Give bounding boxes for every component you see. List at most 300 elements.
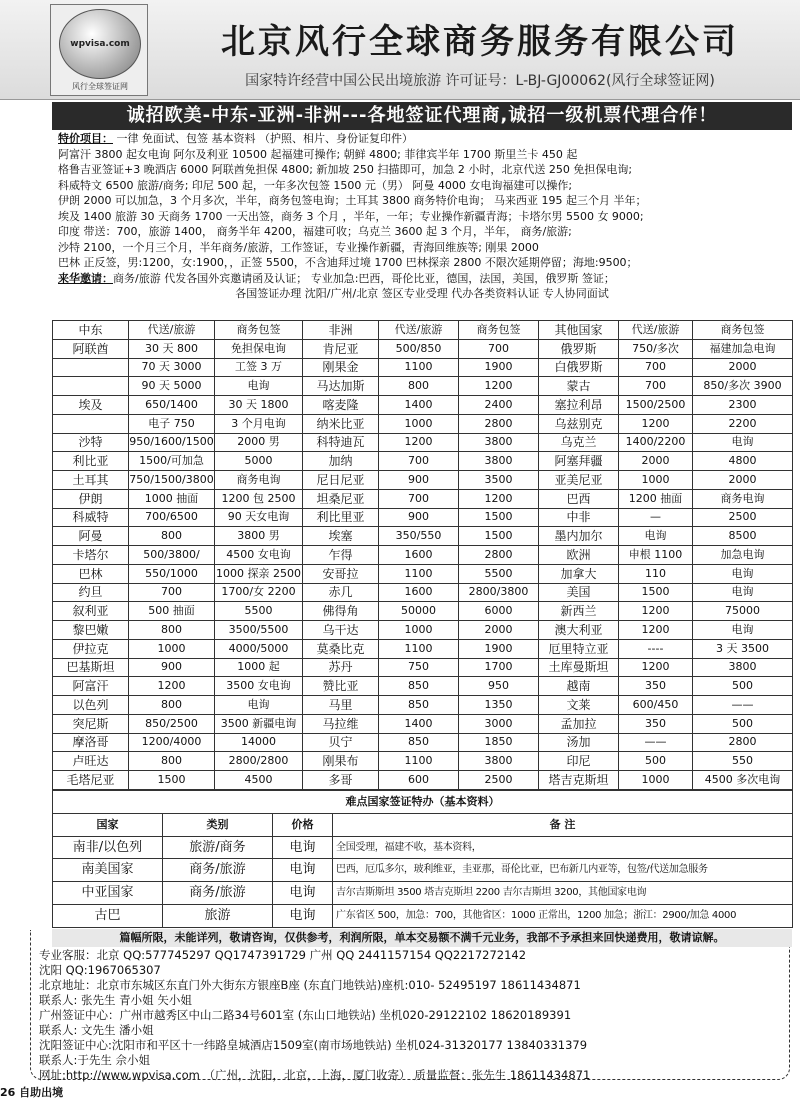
rate-row bbox=[53, 696, 793, 715]
rate-cell: 2400 bbox=[459, 396, 539, 415]
rate-cell: 4800 bbox=[693, 452, 793, 471]
rate-cell: 30 天 1800 bbox=[215, 396, 303, 415]
rate-cell: 1100 bbox=[379, 752, 459, 771]
rate-cell: 350/550 bbox=[379, 527, 459, 546]
rate-cell: 肯尼亚 bbox=[303, 339, 379, 358]
difficult-row bbox=[53, 836, 793, 859]
rate-cell: 800 bbox=[129, 621, 215, 640]
offer-line: 印度 带送：700，旅游 1400， 商务半年 4200，福建可收；乌克兰 3600 起 3 个月，半年， 商务/旅游; bbox=[58, 225, 572, 238]
invite-line bbox=[58, 271, 786, 287]
contact-box bbox=[30, 930, 790, 1080]
rate-cell: 叙利亚 bbox=[53, 602, 129, 621]
invite-text: 商务/旅游 代发各国外宾邀请函及认证； 专业加急:巴西，哥伦比亚，德国，法国，美国，俄罗斯 签证； bbox=[113, 271, 615, 285]
rate-cell: 埃塞 bbox=[303, 527, 379, 546]
contact-line: 沈阳签证中心:沈阳市和平区十一纬路皇城酒店1509室(南市场地铁站) 坐机024-31320177 13840331379 bbox=[39, 1038, 588, 1052]
rate-cell: 1200 抽面 bbox=[619, 489, 693, 508]
rate-cell: 3800 男 bbox=[215, 527, 303, 546]
rate-cell: 700/6500 bbox=[129, 508, 215, 527]
rate-row bbox=[53, 339, 793, 358]
rate-cell: 巴基斯坦 bbox=[53, 658, 129, 677]
rate-cell: 3800 bbox=[459, 752, 539, 771]
rate-cell: 1000 bbox=[619, 771, 693, 790]
rate-cell: 550/1000 bbox=[129, 564, 215, 583]
rate-cell: 电询 bbox=[693, 583, 793, 602]
rate-row bbox=[53, 358, 793, 377]
rate-cell: 850/多次 3900 bbox=[693, 377, 793, 396]
rate-cell: 1500 bbox=[459, 527, 539, 546]
rate-cell: 650/1400 bbox=[129, 396, 215, 415]
difficult-cell: 电询 bbox=[273, 836, 333, 859]
rate-cell: 汤加 bbox=[539, 733, 619, 752]
difficult-cell: 电询 bbox=[273, 859, 333, 882]
rate-cell: 电询 bbox=[693, 564, 793, 583]
rate-cell: 墨内加尔 bbox=[539, 527, 619, 546]
rate-cell: 5000 bbox=[215, 452, 303, 471]
rate-cell: 1000 探亲 2500 bbox=[215, 564, 303, 583]
rate-cell: —— bbox=[693, 696, 793, 715]
rate-cell: 以色列 bbox=[53, 696, 129, 715]
rate-cell: 约旦 bbox=[53, 583, 129, 602]
rate-cell: 摩洛哥 bbox=[53, 733, 129, 752]
rate-cell: 1000 bbox=[379, 621, 459, 640]
rate-cell: 非洲 bbox=[303, 321, 379, 340]
rate-cell: 700 bbox=[459, 339, 539, 358]
rate-cell: 1900 bbox=[459, 358, 539, 377]
company-name: 北京风行全球商务服务有限公司 bbox=[221, 22, 739, 62]
rate-cell: 代送/旅游 bbox=[379, 321, 459, 340]
rate-cell: 文莱 bbox=[539, 696, 619, 715]
difficult-cell: 中亚国家 bbox=[53, 882, 163, 905]
difficult-cell: 旅游 bbox=[163, 905, 273, 928]
rate-cell: 850 bbox=[379, 677, 459, 696]
difficult-cell: 电询 bbox=[273, 905, 333, 928]
rate-cell: 2500 bbox=[459, 771, 539, 790]
difficult-row bbox=[53, 859, 793, 882]
rate-row bbox=[53, 583, 793, 602]
rate-cell: 950 bbox=[459, 677, 539, 696]
rate-row bbox=[53, 771, 793, 790]
rate-cell: 喀麦隆 bbox=[303, 396, 379, 415]
rate-cell: 4000/5000 bbox=[215, 639, 303, 658]
rate-cell: 3500 新疆电询 bbox=[215, 714, 303, 733]
rate-cell: 1200 bbox=[619, 658, 693, 677]
rate-cell: — bbox=[619, 508, 693, 527]
contact-line: 网址:http://www.wpvisa.com （广州，沈阳，北京，上海，厦门收寄） 质量监督：张先生 18611434871 bbox=[39, 1068, 591, 1082]
disclaimer: 篇幅所限，未能详列，敬请咨询，仅供参考，利润所限，单本交易额不满千元业务，我部不予承担来回快递费用，敬请谅解。 bbox=[52, 929, 792, 947]
rate-cell: 科威特 bbox=[53, 508, 129, 527]
rate-cell: 卢旺达 bbox=[53, 752, 129, 771]
rate-cell: 850 bbox=[379, 696, 459, 715]
rate-cell: ---- bbox=[619, 639, 693, 658]
rate-cell: 中非 bbox=[539, 508, 619, 527]
recruit-banner: 诚招欧美-中东-亚洲-非洲---各地签证代理商,诚招一级机票代理合作！ bbox=[52, 102, 792, 130]
difficult-head: 国家 bbox=[53, 813, 163, 836]
rate-cell: 4500 bbox=[215, 771, 303, 790]
offers-lines bbox=[58, 147, 786, 271]
rate-cell: 1200 bbox=[619, 621, 693, 640]
rate-cell: 乌兹别克 bbox=[539, 414, 619, 433]
rate-cell: 600 bbox=[379, 771, 459, 790]
rate-cell: 电询 bbox=[693, 433, 793, 452]
rate-cell: 越南 bbox=[539, 677, 619, 696]
rate-row bbox=[53, 621, 793, 640]
rate-cell: 加纳 bbox=[303, 452, 379, 471]
rate-cell: 利比亚 bbox=[53, 452, 129, 471]
rate-row bbox=[53, 377, 793, 396]
rate-cell: 2000 bbox=[693, 358, 793, 377]
rate-cell: 500/850 bbox=[379, 339, 459, 358]
rate-cell: 1000 bbox=[379, 414, 459, 433]
rate-cell: 1200 bbox=[459, 489, 539, 508]
difficult-row bbox=[53, 882, 793, 905]
rate-cell: 6000 bbox=[459, 602, 539, 621]
rate-cell: 电询 bbox=[619, 527, 693, 546]
offer-line: 埃及 1400 旅游 30 天商务 1700 一天出签，商务 3 个月 ，半年，一年；专业操作新疆青海；卡塔尔男 5500 女 9000; bbox=[58, 209, 644, 223]
rate-cell: 2800 bbox=[693, 733, 793, 752]
rate-cell: 90 天 5000 bbox=[129, 377, 215, 396]
rate-cell: 2000 bbox=[459, 621, 539, 640]
rate-cell: 毛塔尼亚 bbox=[53, 771, 129, 790]
difficult-head: 价格 bbox=[273, 813, 333, 836]
rate-cell: 700 bbox=[379, 452, 459, 471]
company-logo bbox=[50, 4, 148, 96]
rate-row bbox=[53, 564, 793, 583]
rate-cell: 孟加拉 bbox=[539, 714, 619, 733]
rate-cell: 其他国家 bbox=[539, 321, 619, 340]
rate-cell: 5500 bbox=[215, 602, 303, 621]
rate-cell: 1350 bbox=[459, 696, 539, 715]
rate-cell: 坦桑尼亚 bbox=[303, 489, 379, 508]
rate-cell: 1500 bbox=[619, 583, 693, 602]
rate-cell: 2800/3800 bbox=[459, 583, 539, 602]
rate-cell: 欧洲 bbox=[539, 546, 619, 565]
rate-row bbox=[53, 527, 793, 546]
offer-line: 格鲁吉亚签证+3 晚酒店 6000 阿联酋免担保 4800; 新加坡 250 扫描即可，加急 2 小时，北京代送 250 免担保电询; bbox=[58, 163, 633, 176]
rate-cell: 巴西 bbox=[539, 489, 619, 508]
rate-cell: 700 bbox=[379, 489, 459, 508]
logo-site: wpvisa.com bbox=[70, 39, 130, 49]
rate-cell: 科特迪瓦 bbox=[303, 433, 379, 452]
rate-cell: 50000 bbox=[379, 602, 459, 621]
rate-cell: 2800/2800 bbox=[215, 752, 303, 771]
rate-cell: 2800 bbox=[459, 414, 539, 433]
rate-cell: 3800 bbox=[459, 452, 539, 471]
rate-cell: 750 bbox=[379, 658, 459, 677]
rate-cell: 佛得角 bbox=[303, 602, 379, 621]
rate-cell: 苏丹 bbox=[303, 658, 379, 677]
rate-cell: 纳米比亚 bbox=[303, 414, 379, 433]
rate-cell: 1000 bbox=[619, 471, 693, 490]
rate-cell: 2000 bbox=[693, 471, 793, 490]
rate-cell: 1200 bbox=[379, 433, 459, 452]
rate-cell: 700 bbox=[619, 358, 693, 377]
rate-cell: 乌克兰 bbox=[539, 433, 619, 452]
rate-cell: 1600 bbox=[379, 583, 459, 602]
rate-cell: 1900 bbox=[459, 639, 539, 658]
rate-cell: 70 天 3000 bbox=[129, 358, 215, 377]
rate-cell: 850/2500 bbox=[129, 714, 215, 733]
rate-cell: 马拉维 bbox=[303, 714, 379, 733]
rate-cell: 4500 女电询 bbox=[215, 546, 303, 565]
rate-cell: 伊朗 bbox=[53, 489, 129, 508]
rate-cell: 3500 bbox=[459, 471, 539, 490]
difficult-cell: 商务/旅游 bbox=[163, 882, 273, 905]
difficult-cell: 南美国家 bbox=[53, 859, 163, 882]
rate-cell: 950/1600/1500 bbox=[129, 433, 215, 452]
special-offers bbox=[52, 131, 792, 319]
rate-cell: 多哥 bbox=[303, 771, 379, 790]
rate-cell: 阿曼 bbox=[53, 527, 129, 546]
rate-cell: 700 bbox=[129, 583, 215, 602]
rate-cell: 2000 bbox=[619, 452, 693, 471]
rate-cell: 1200 bbox=[619, 602, 693, 621]
offer-line: 沙特 2100，一个月三个月，半年商务/旅游，工作签证，专业操作新疆，青海回维族等; 刚果 2000 bbox=[58, 240, 539, 254]
rate-cell: 电询 bbox=[215, 377, 303, 396]
rate-cell: 3 个月电询 bbox=[215, 414, 303, 433]
rate-cell bbox=[53, 414, 129, 433]
page-footer: 26 自助出境 bbox=[0, 1086, 64, 1099]
rate-cell: 乍得 bbox=[303, 546, 379, 565]
rate-cell: 500 bbox=[693, 714, 793, 733]
rate-cell: 阿联酋 bbox=[53, 339, 129, 358]
rate-cell: 埃及 bbox=[53, 396, 129, 415]
rate-cell: 1200 包 2500 bbox=[215, 489, 303, 508]
rate-cell: 商务电询 bbox=[693, 489, 793, 508]
rate-cell: 1200 bbox=[129, 677, 215, 696]
rate-cell: 2000 男 bbox=[215, 433, 303, 452]
rate-cell: 加拿大 bbox=[539, 564, 619, 583]
rate-cell: 1200/4000 bbox=[129, 733, 215, 752]
rate-cell: 赤几 bbox=[303, 583, 379, 602]
rate-cell: 代送/旅游 bbox=[129, 321, 215, 340]
rates-table bbox=[52, 320, 793, 790]
rate-cell: 2200 bbox=[693, 414, 793, 433]
contact-line: 联系人: 张先生 青小姐 矢小姐 bbox=[39, 993, 192, 1007]
rate-cell: 800 bbox=[379, 377, 459, 396]
rate-row bbox=[53, 639, 793, 658]
contact-line: 沈阳 QQ:1967065307 bbox=[39, 963, 161, 977]
rate-row bbox=[53, 733, 793, 752]
rate-cell: 800 bbox=[129, 527, 215, 546]
rate-cell: 马达加斯 bbox=[303, 377, 379, 396]
rate-cell: 申根 1100 bbox=[619, 546, 693, 565]
rate-cell: 阿塞拜疆 bbox=[539, 452, 619, 471]
rate-cell: 贝宁 bbox=[303, 733, 379, 752]
rate-row bbox=[53, 452, 793, 471]
rate-cell: 马里 bbox=[303, 696, 379, 715]
rate-cell: 1500 bbox=[129, 771, 215, 790]
rate-row bbox=[53, 489, 793, 508]
rate-cell: 伊拉克 bbox=[53, 639, 129, 658]
rate-cell: 1000 起 bbox=[215, 658, 303, 677]
rate-cell: 赞比亚 bbox=[303, 677, 379, 696]
rate-cell: 工签 3 万 bbox=[215, 358, 303, 377]
rate-cell: 尼日尼亚 bbox=[303, 471, 379, 490]
rate-cell: 500 抽面 bbox=[129, 602, 215, 621]
difficult-title: 难点国家签证特办（基本资料） bbox=[53, 791, 793, 814]
difficult-cell: 南非/以色列 bbox=[53, 836, 163, 859]
rate-cell: 澳大利亚 bbox=[539, 621, 619, 640]
rate-cell: 土库曼斯坦 bbox=[539, 658, 619, 677]
rate-cell: 美国 bbox=[539, 583, 619, 602]
invite-label: 来华邀请： bbox=[58, 271, 113, 285]
rate-cell: 阿富汗 bbox=[53, 677, 129, 696]
rate-cell: 塞拉利昂 bbox=[539, 396, 619, 415]
rate-cell: 700 bbox=[619, 377, 693, 396]
rate-row bbox=[53, 321, 793, 340]
difficult-cell: 巴西，厄瓜多尔，玻利维亚，圭亚那，哥伦比亚，巴布新几内亚等，包签/代送加急服务 bbox=[333, 859, 793, 882]
rate-cell: 2800 bbox=[459, 546, 539, 565]
rate-cell: 900 bbox=[129, 658, 215, 677]
rate-cell: 福建加急电询 bbox=[693, 339, 793, 358]
rate-cell: 电询 bbox=[693, 621, 793, 640]
rate-cell: 1200 bbox=[619, 414, 693, 433]
difficult-head: 类别 bbox=[163, 813, 273, 836]
rate-cell: 750/1500/3800 bbox=[129, 471, 215, 490]
rate-cell: 白俄罗斯 bbox=[539, 358, 619, 377]
rate-cell: 3800 bbox=[693, 658, 793, 677]
rate-cell: 商务包签 bbox=[459, 321, 539, 340]
rate-cell: 蒙古 bbox=[539, 377, 619, 396]
rate-cell: 安哥拉 bbox=[303, 564, 379, 583]
offers-label: 特价项目： bbox=[58, 132, 113, 145]
service-line: 各国签证办理 沈阳/广州/北京 签区专业受理 代办各类资料认证 专人协同面试 bbox=[235, 287, 609, 300]
difficult-cell: 旅游/商务 bbox=[163, 836, 273, 859]
rate-cell: 900 bbox=[379, 508, 459, 527]
rate-cell: 800 bbox=[129, 696, 215, 715]
logo-caption: 风行全球签证网 bbox=[72, 82, 128, 91]
rate-cell: 750/多次 bbox=[619, 339, 693, 358]
rate-cell: 1500/2500 bbox=[619, 396, 693, 415]
difficult-cell: 电询 bbox=[273, 882, 333, 905]
contact-line: 联系人:于先生 佘小姐 bbox=[39, 1053, 151, 1067]
rate-row bbox=[53, 677, 793, 696]
rate-cell: 刚果金 bbox=[303, 358, 379, 377]
difficult-cell: 古巴 bbox=[53, 905, 163, 928]
rate-cell: 印尼 bbox=[539, 752, 619, 771]
rate-cell: 3 天 3500 bbox=[693, 639, 793, 658]
rate-cell: 1400 bbox=[379, 396, 459, 415]
difficult-row bbox=[53, 905, 793, 928]
rate-cell: 商务包签 bbox=[693, 321, 793, 340]
rate-row bbox=[53, 602, 793, 621]
rate-cell: 土耳其 bbox=[53, 471, 129, 490]
rate-cell: 代送/旅游 bbox=[619, 321, 693, 340]
rate-cell: 亚美尼亚 bbox=[539, 471, 619, 490]
offers-basic: 一律 免面试、包签 基本资料 （护照、相片、身份证复印件） bbox=[116, 132, 413, 145]
rate-cell: 电询 bbox=[215, 696, 303, 715]
rate-row bbox=[53, 471, 793, 490]
rate-cell: 3000 bbox=[459, 714, 539, 733]
header bbox=[0, 0, 800, 100]
rate-cell: 1600 bbox=[379, 546, 459, 565]
rate-cell: 30 天 800 bbox=[129, 339, 215, 358]
difficult-cell: 全国受理，福建不收，基本资料， bbox=[333, 836, 793, 859]
rate-cell: 俄罗斯 bbox=[539, 339, 619, 358]
offer-line: 巴林 正反签，男:1200，女:1900，，正签 5500，不含迪拜过境 1700 巴林探亲 2800 不限次延期停留；海地:9500； bbox=[58, 256, 638, 269]
rate-cell: 5500 bbox=[459, 564, 539, 583]
difficult-visa-table bbox=[52, 790, 793, 928]
rate-row bbox=[53, 414, 793, 433]
rate-cell: 500 bbox=[693, 677, 793, 696]
rate-cell: 600/450 bbox=[619, 696, 693, 715]
offer-line: 伊朗 2000 可以加急，3 个月多次，半年，商务包签电询；土耳其 3800 商务特价电询； 马来西亚 195 起三个月 半年； bbox=[58, 194, 647, 207]
difficult-cell: 广东省区 500，加急：700，其他省区：1000 正常出，1200 加急；浙江：2900/加急 4000 bbox=[333, 905, 793, 928]
offers-header bbox=[58, 131, 786, 147]
rate-cell: 2300 bbox=[693, 396, 793, 415]
rate-cell: 1700/女 2200 bbox=[215, 583, 303, 602]
offer-line: 阿富汗 3800 起女电询 阿尔及利亚 10500 起福建可操作; 朝鲜 4800; 菲律宾半年 1700 斯里兰卡 450 起 bbox=[58, 147, 578, 161]
rate-cell: 1000 bbox=[129, 639, 215, 658]
rate-row bbox=[53, 752, 793, 771]
rate-cell bbox=[53, 358, 129, 377]
rate-cell: 8500 bbox=[693, 527, 793, 546]
rate-cell: 利比里亚 bbox=[303, 508, 379, 527]
rate-cell: 1200 bbox=[459, 377, 539, 396]
rate-cell: 3500/5500 bbox=[215, 621, 303, 640]
difficult-cell: 吉尔吉斯斯坦 3500 塔吉克斯坦 2200 吉尔吉斯坦 3200，其他国家电询 bbox=[333, 882, 793, 905]
rate-cell: 14000 bbox=[215, 733, 303, 752]
rate-row bbox=[53, 546, 793, 565]
offer-line: 科威特文 6500 旅游/商务; 印尼 500 起，一年多次包签 1500 元（男） 阿曼 4000 女电询福建可以操作; bbox=[58, 178, 573, 192]
rate-cell: 1700 bbox=[459, 658, 539, 677]
rate-cell: 商务电询 bbox=[215, 471, 303, 490]
rate-cell: 中东 bbox=[53, 321, 129, 340]
rate-cell: 2500 bbox=[693, 508, 793, 527]
rate-cell: 沙特 bbox=[53, 433, 129, 452]
contact-line: 广州签证中心：广州市越秀区中山二路34号601室 (东山口地铁站) 坐机020-29122102 18620189391 bbox=[39, 1008, 572, 1022]
rate-cell: —— bbox=[619, 733, 693, 752]
rate-cell: 4500 多次电询 bbox=[693, 771, 793, 790]
rate-row bbox=[53, 714, 793, 733]
rate-cell: 350 bbox=[619, 677, 693, 696]
rate-cell: 1400 bbox=[379, 714, 459, 733]
rate-row bbox=[53, 508, 793, 527]
rate-cell: 3500 女电询 bbox=[215, 677, 303, 696]
rate-cell: 商务包签 bbox=[215, 321, 303, 340]
contact-line: 专业客服：北京 QQ:577745297 QQ1747391729 广州 QQ 2441157154 QQ2217272142 bbox=[39, 948, 527, 962]
rate-cell: 塔吉克斯坦 bbox=[539, 771, 619, 790]
rate-cell: 1100 bbox=[379, 639, 459, 658]
rate-cell: 1100 bbox=[379, 358, 459, 377]
rate-cell: 黎巴嫩 bbox=[53, 621, 129, 640]
contact-line: 联系人: 文先生 潘小姐 bbox=[39, 1023, 154, 1037]
difficult-cell: 商务/旅游 bbox=[163, 859, 273, 882]
rate-cell: 1850 bbox=[459, 733, 539, 752]
license-line: 国家特许经营中国公民出境旅游 许可证号：L-BJ-GJ00062(风行全球签证网) bbox=[245, 73, 715, 89]
rate-cell: 巴林 bbox=[53, 564, 129, 583]
rate-cell: 加急电询 bbox=[693, 546, 793, 565]
rate-cell: 350 bbox=[619, 714, 693, 733]
rate-row bbox=[53, 433, 793, 452]
rate-cell: 新西兰 bbox=[539, 602, 619, 621]
rate-cell: 刚果布 bbox=[303, 752, 379, 771]
rate-cell: 乌干达 bbox=[303, 621, 379, 640]
rate-cell: 电子 750 bbox=[129, 414, 215, 433]
rate-cell: 90 天女电询 bbox=[215, 508, 303, 527]
rate-cell: 75000 bbox=[693, 602, 793, 621]
rate-cell: 1000 抽面 bbox=[129, 489, 215, 508]
rate-cell: 550 bbox=[693, 752, 793, 771]
rate-cell: 110 bbox=[619, 564, 693, 583]
rate-cell: 莫桑比克 bbox=[303, 639, 379, 658]
rate-cell: 1400/2200 bbox=[619, 433, 693, 452]
rate-cell: 800 bbox=[129, 752, 215, 771]
rate-row bbox=[53, 658, 793, 677]
rate-cell: 厄里特立亚 bbox=[539, 639, 619, 658]
rate-cell: 突尼斯 bbox=[53, 714, 129, 733]
rate-cell: 500 bbox=[619, 752, 693, 771]
